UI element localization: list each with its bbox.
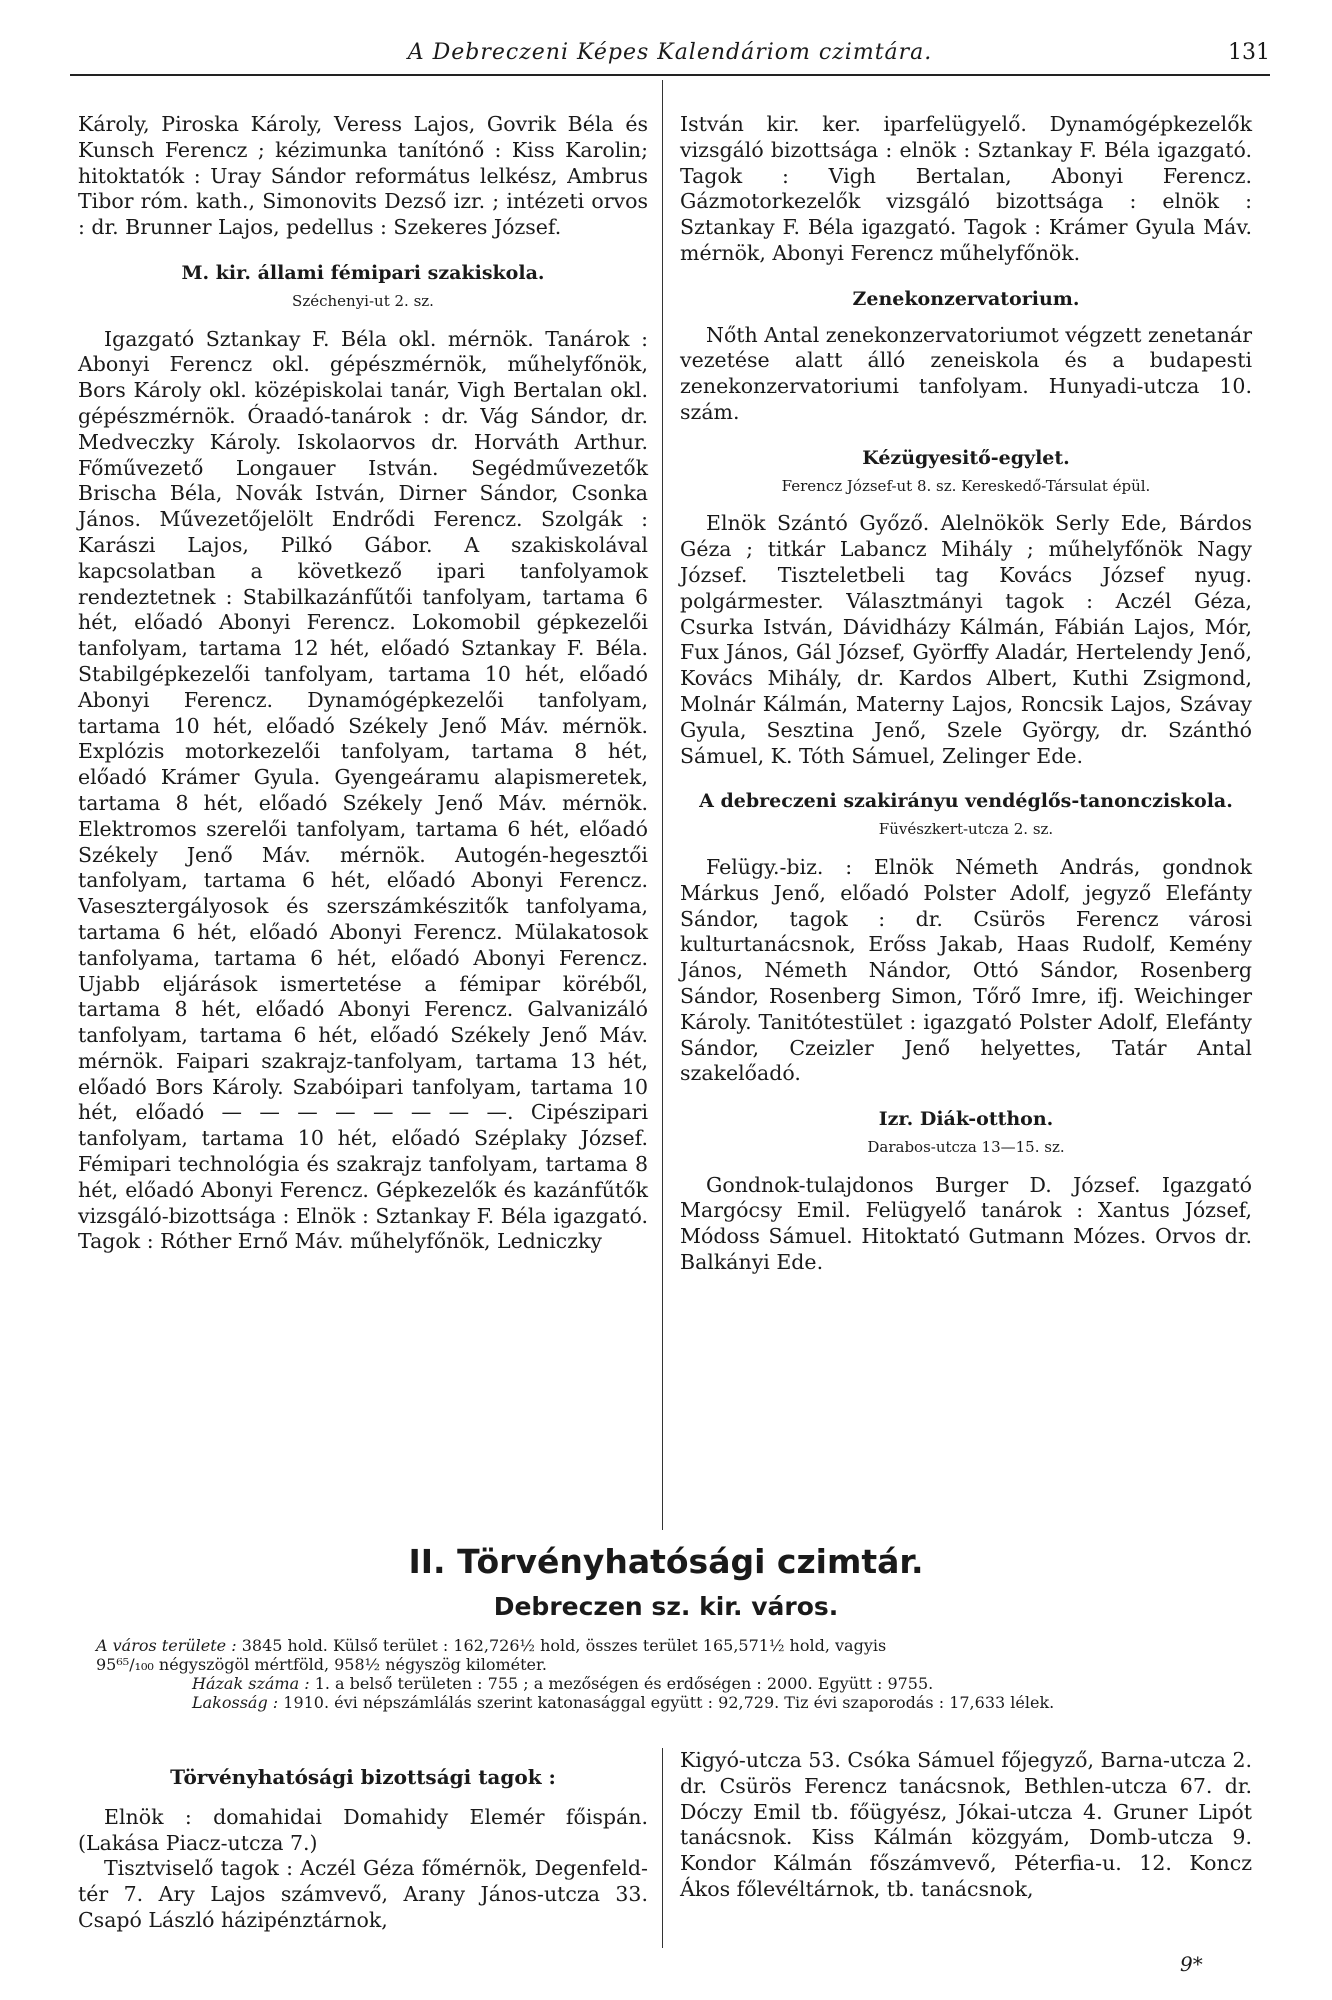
- area-line-2: 95⁶⁵/₁₀₀ négyszögöl mértföld, 958½ négyszög kilométer.: [96, 1655, 547, 1674]
- houses-label: Házak száma :: [192, 1674, 310, 1693]
- area-text: 3845 hold. Külső terület : 162,726½ hold, összes terület 165,571½ hold, vagyis: [241, 1636, 887, 1655]
- population-text: 1910. évi népszámlálás szerint katonasággal együtt : 92,729. Tiz évi szaporodás : 17,633 lélek.: [283, 1693, 1055, 1712]
- kezugyesito-body: Elnök Szántó Győző. Alelnökök Serly Ede, Bárdos Géza ; titkár Labancz Mihály ; műhelyfőnök Nagy József. Tiszteletbeli tag Kovács József nyug. polgármester. Választmányi tagok : Aczél Géza, Csurka István, Dávidházy Kálmán, Fábián Lajos, Mór, Fux János, Gál József, Györffy Aladár, Hertelendy Jenő, Kovács Mihály, dr. Kardos Albert, Kuthi Zsigmond, Molnár Kálmán, Materny Lajos, Roncsik Lajos, Szávay Gyula, Sesztina Jenő, Szele György, dr. Szánthó Sámuel, K. Tóth Sámuel, Zelinger Ede.: [680, 511, 1252, 768]
- left-intro-paragraph: Károly, Piroska Károly, Veress Lajos, Govrik Béla és Kunsch Ferencz ; kézimunka tanítónő : Kiss Karolin; hitoktatók : Uray Sándor református lelkész, Ambrus Tibor róm. kath., Simonovits Dezső izr. ; intézeti orvos : dr. Brunner Lajos, pedellus : Szekeres József.: [78, 112, 648, 240]
- header-rule: [70, 74, 1270, 76]
- officials-continued: Kigyó-utcza 53. Csóka Sámuel főjegyző, Barna-utcza 2. dr. Csürös Ferencz tanácsnok, Bethlen-utcza 67. dr. Dóczy Emil tb. főügyész, Jókai-utcza 4. Gruner Lipót tanácsnok. Kiss Kálmán közgyám, Domb-utcza 9. Kondor Kálmán főszámvevő, Péterfia-u. 12. Koncz Ákos főlevéltárnok, tb. tanácsnok,: [680, 1748, 1252, 1901]
- population-line: [96, 1693, 1246, 1712]
- section-title-vendeglos: A debreczeni szakirányu vendéglős-tanoncziskola.: [699, 790, 1233, 813]
- houses-text: 1. a belső területen : 755 ; a mezőségen és erdőségen : 2000. Együtt : 9755.: [314, 1674, 934, 1693]
- column-divider: [662, 80, 663, 1530]
- diak-otthon-body: Gondnok-tulajdonos Burger D. József. Igazgató Margócsy Emil. Felügyelő tanárok : Xantus József, Módoss Sámuel. Hitoktató Gutmann Mózes. Orvos dr. Balkányi Ede.: [680, 1172, 1252, 1275]
- section-address-diak-otthon: Darabos-utcza 13—15. sz.: [867, 1137, 1065, 1156]
- left-column: [78, 112, 648, 1522]
- area-line: [96, 1636, 1246, 1655]
- signature-mark: 9*: [1180, 1952, 1203, 1976]
- section-title-zenekonzervatorium: Zenekonzervatorium.: [852, 287, 1080, 310]
- committee-officials: Tisztviselő tagok : Aczél Géza főmérnök, Degenfeld-tér 7. Ary Lajos számvevő, Arany János-utcza 33. Csapó László házipénztárnok,: [78, 1856, 648, 1932]
- zenekonzervatorium-body: Nőth Antal zenekonzervatoriumot végzett zenetanár vezetése alatt álló zeneiskola és a budapesti zenekonzervatoriumi tanfolyam. Hunyadi-utcza 10. szám.: [680, 322, 1252, 424]
- committee-title: Törvényhatósági bizottsági tagok :: [170, 1765, 556, 1789]
- bottom-left-column: [78, 1765, 648, 1934]
- fempipari-body: Igazgató Sztankay F. Béla okl. mérnök. Tanárok : Abonyi Ferencz okl. gépészmérnök, műhelyfőnök, Bors Károly okl. középiskolai tanár, Vigh Bertalan okl. gépészmérnök. Óraadó-tanárok : dr. Vág Sándor, dr. Medveczky Károly. Iskolaorvos dr. Horváth Arthur. Főművezető Longauer István. Segédművezetők Brischa Béla, Novák István, Dirner Sándor, Csonka János. Művezetőjelölt Endrődi Ferencz. Szolgák : Karászi Lajos, Pilkó Gábor. A szakiskolával kapcsolatban a következő ipari tanfolyamok rendeztetnek : Stabilkazánfűtői tanfolyam, tartama 6 hét, előadó Abonyi Ferencz. Lokomobil gépkezelői tanfolyam, tartama 12 hét, előadó Sztankay F. Béla. Stabilgépkezelői tanfolyam, tartama 10 hét, előadó Abonyi Ferencz. Dynamógépkezelői tanfolyam, tartama 10 hét, előadó Székely Jenő Máv. mérnök. Explózis motorkezelői tanfolyam, tartama 8 hét, előadó Krámer Gyula. Gyengeáramu alapismeretek, tartama 8 hét, előadó Székely Jenő Máv. mérnök. Elektromos szerelői tanfolyam, tartama 6 hét, előadó Székely Jenő Máv. mérnök. Autogén-hegesztői tanfolyam, tartama 6 hét, előadó Abonyi Ferencz. Vasesztergályosok és szerszámkészitők tanfolyama, tartama 6 hét, előadó Abonyi Ferencz. Mülakatosok tanfolyama, tartama 6 hét, előadó Abonyi Ferencz. Ujabb eljárások ismertetése a fémipar köréből, tartama 8 hét, előadó Abonyi Ferencz. Galvanizáló tanfolyam, tartama 6 hét, előadó Székely Jenő Máv. mérnök. Faipari szakrajz-tanfolyam, tartama 13 hét, előadó Bors Károly. Szabóipari tanfolyam, tartama 10 hét, előadó — — — — — — — —. Cipészipari tanfolyam, tartama 10 hét, előadó Széplaky József. Fémipari technológia és szakrajz tanfolyam, tartama 8 hét, előadó Abonyi Ferencz. Gépkezelők és kazánfűtők vizsgáló-bizottsága : Elnök : Sztankay F. Béla igazgató. Tagok : Róther Ernő Máv. műhelyfőnök, Ledniczky: [78, 326, 648, 1254]
- section-title-fempipari: M. kir. állami fémipari szakiskola.: [181, 261, 545, 284]
- section-address-kezugyesito: Ferencz József-ut 8. sz. Kereskedő-Társulat épül.: [781, 476, 1151, 495]
- running-title: A Debreczeni Képes Kalendáriom czimtára.: [407, 40, 933, 65]
- right-column: [680, 112, 1252, 1522]
- houses-line: [96, 1674, 1246, 1693]
- right-intro-paragraph: István kir. ker. iparfelügyelő. Dynamógépkezelők vizsgáló bizottsága : elnök : Sztankay F. Béla igazgató. Tagok : Vigh Bertalan, Abonyi Ferencz. Gázmotorkezelők vizsgáló bizottsága : elnök : Sztankay F. Béla igazgató. Tagok : Krámer Gyula Máv. mérnök, Abonyi Ferencz műhelyfőnök.: [680, 112, 1252, 265]
- bottom-column-divider: [662, 1748, 663, 1948]
- section-address-vendeglos: Füvészkert-utcza 2. sz.: [878, 820, 1054, 839]
- page-header: [70, 40, 1270, 76]
- section-address-fempipari: Széchenyi-ut 2. sz.: [292, 291, 434, 310]
- part-heading: II. Törvényhatósági czimtár.: [408, 1542, 924, 1581]
- section-title-diak-otthon: Izr. Diák-otthon.: [878, 1108, 1054, 1131]
- page-number: 131: [1228, 40, 1270, 65]
- population-label: Lakosság :: [192, 1693, 279, 1712]
- city-heading: Debreczen sz. kir. város.: [493, 1592, 839, 1621]
- section-title-kezugyesito: Kézügyesitő-egylet.: [862, 446, 1070, 469]
- committee-president: Elnök : domahidai Domahidy Elemér főispán. (Lakása Piacz-utcza 7.): [78, 1804, 648, 1855]
- area-label: A város területe :: [96, 1636, 237, 1655]
- vendeglos-body: Felügy.-biz. : Elnök Németh András, gondnok Márkus Jenő, előadó Polster Adolf, jegyző Elefánty Sándor, tagok : dr. Csürös Ferencz városi kulturtanácsnok, Erőss Jakab, Haas Rudolf, Kemény János, Németh Nándor, Ottó Sándor, Rosenberg Sándor, Rosenberg Simon, Tőrő Imre, ifj. Weichinger Károly. Tanitótestület : igazgató Polster Adolf, Elefánty Sándor, Czeizler Jenő helyettes, Tatár Antal szakelőadó.: [680, 854, 1252, 1086]
- city-statistics: [96, 1636, 1246, 1712]
- bottom-right-column: [680, 1748, 1252, 1903]
